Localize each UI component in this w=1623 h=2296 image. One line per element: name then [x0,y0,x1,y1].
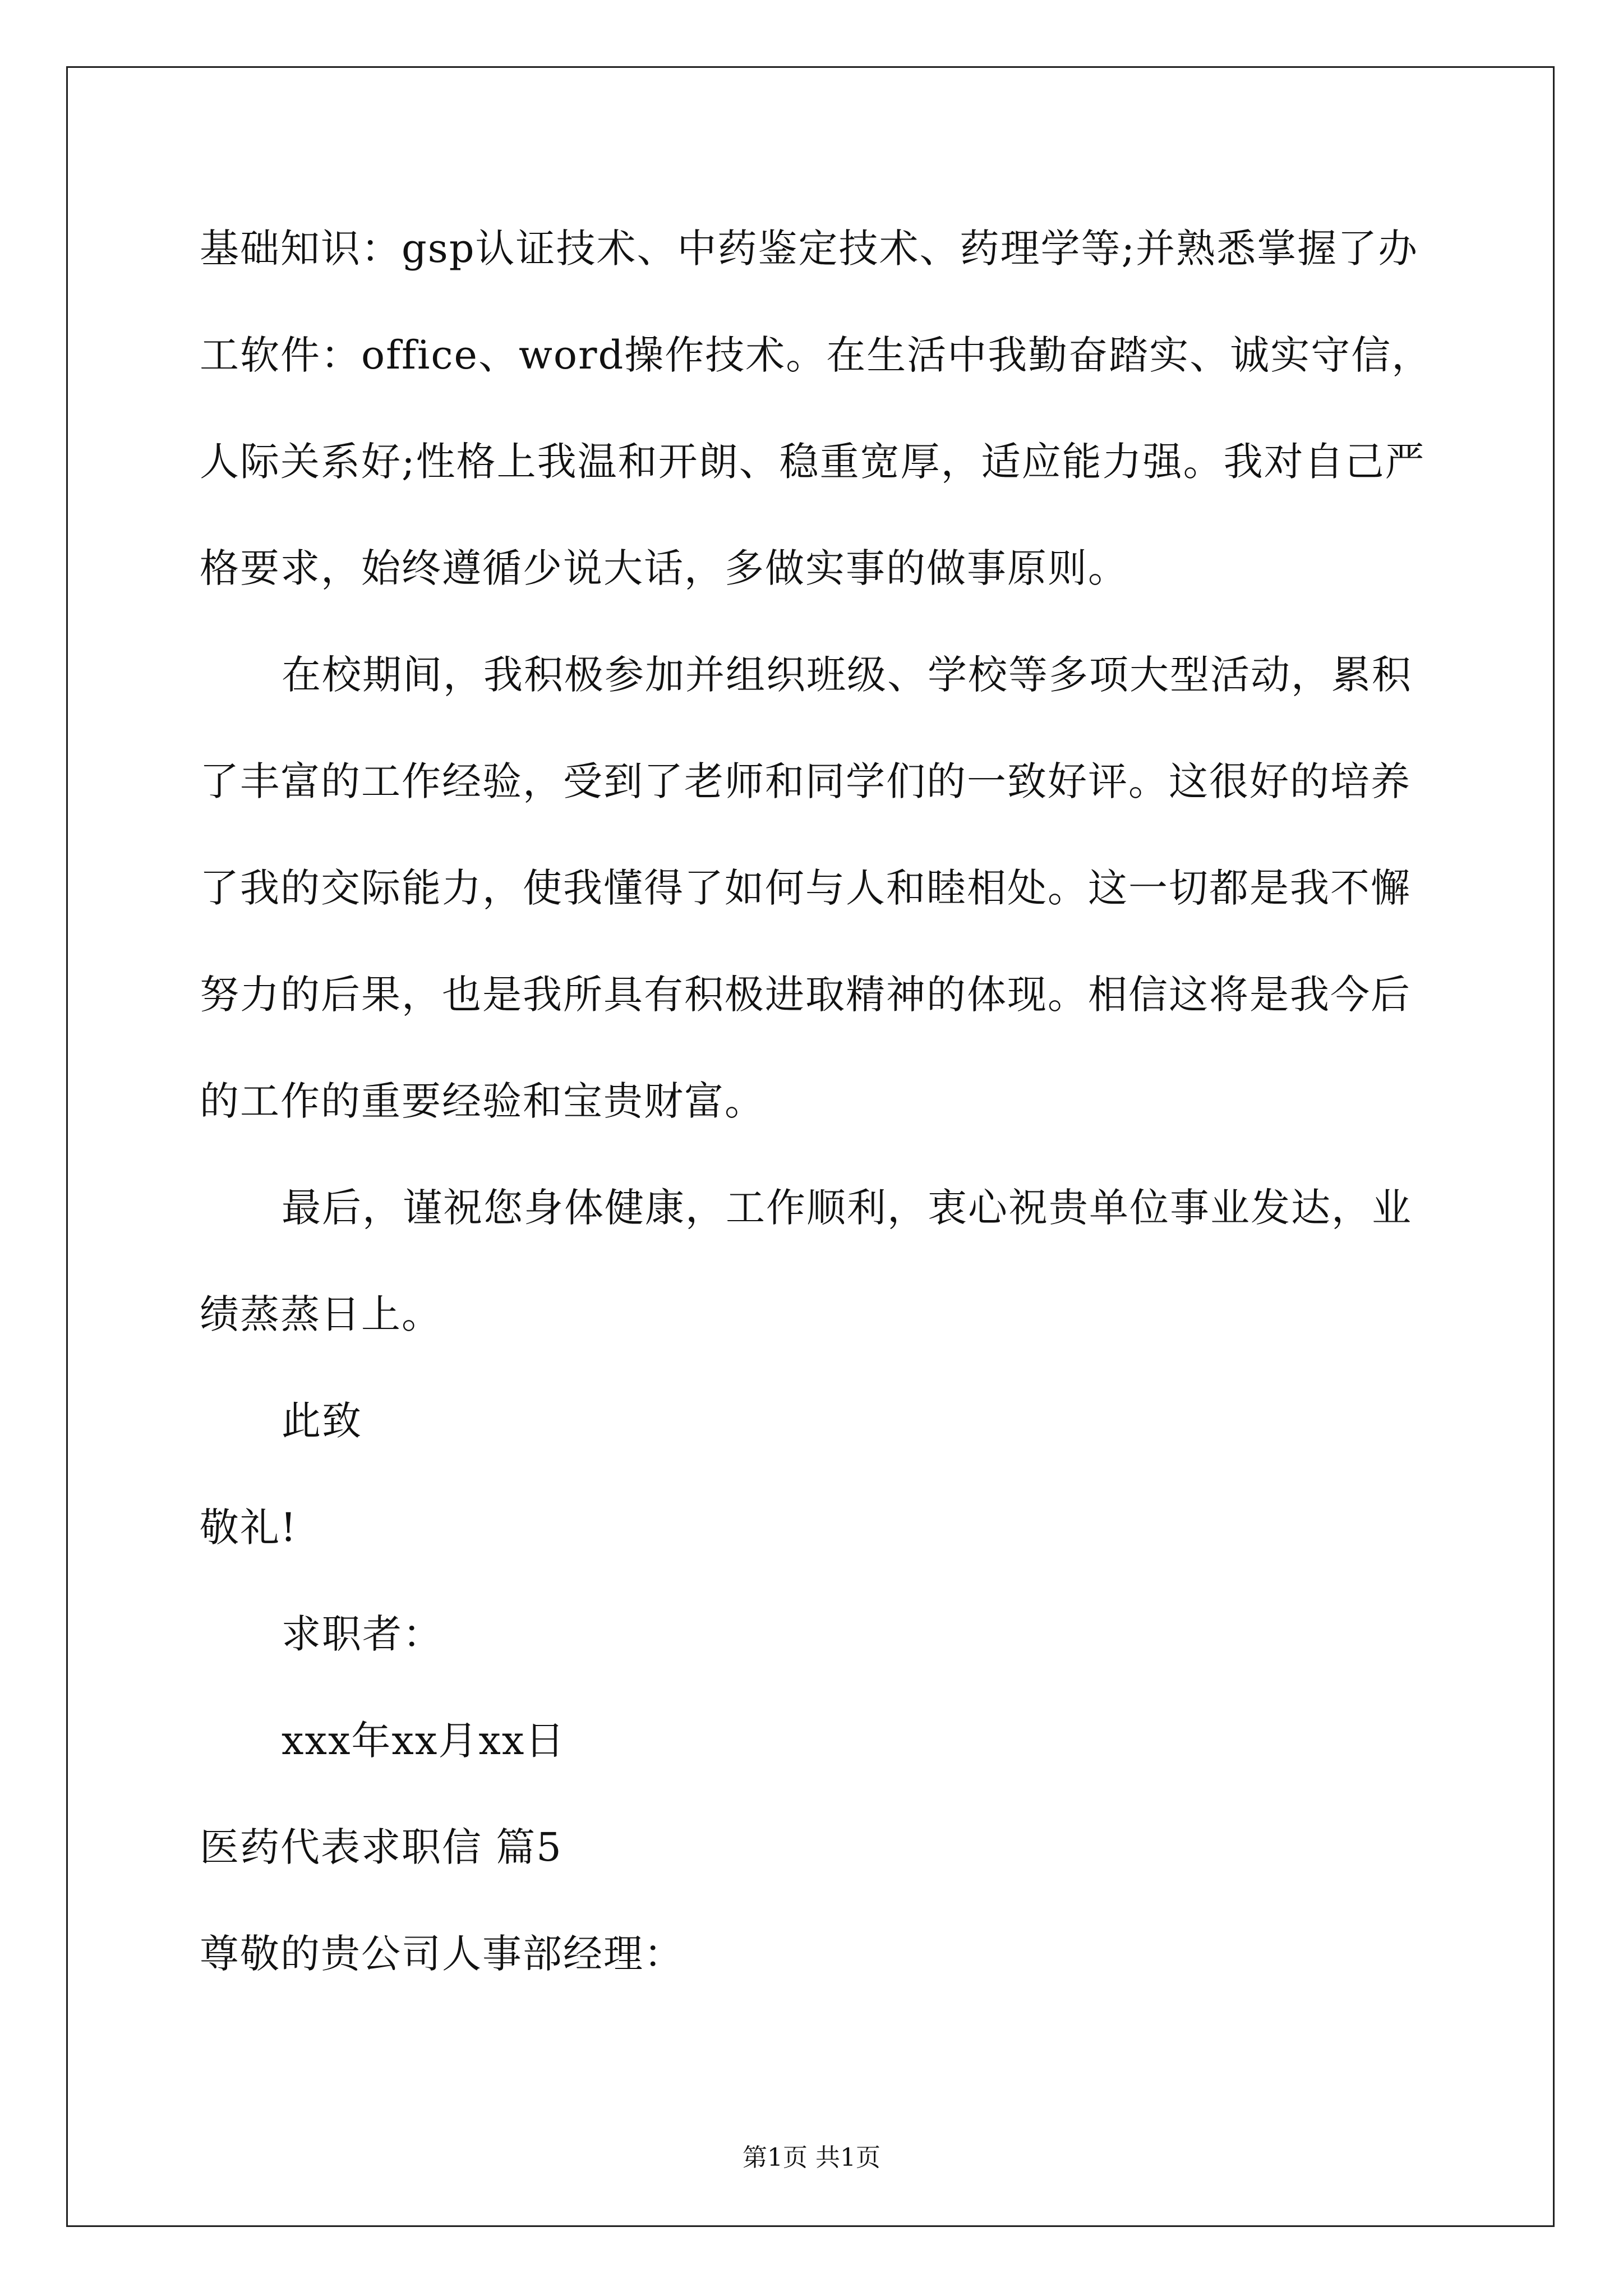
text-line: 绩蒸蒸日上。 [200,1291,442,1337]
section-heading: 医药代表求职信 篇5 [200,1824,562,1870]
text-line: 在校期间，我积极参加并组织班级、学校等多项大型活动，累积 [282,652,1412,698]
text-line: 了丰富的工作经验，受到了老师和同学们的一致好评。这很好的培养 [200,758,1411,804]
text-line: 努力的后果，也是我所具有积极进取精神的体现。相信这将是我今后 [200,972,1411,1018]
text-line: 最后，谨祝您身体健康，工作顺利，衷心祝贵单位事业发达，业 [282,1185,1412,1231]
text-line: 人际关系好;性格上我温和开朗、稳重宽厚，适应能力强。我对自己严 [200,439,1426,485]
text-line: 工软件：office、word操作技术。在生活中我勤奋踏实、诚实守信， [200,332,1432,378]
text-line: 了我的交际能力，使我懂得了如何与人和睦相处。这一切都是我不懈 [200,865,1411,911]
salutation-line: 敬礼! [200,1504,298,1550]
text-line: 的工作的重要经验和宝贵财富。 [200,1078,765,1124]
salutation-line: 此致 [282,1398,362,1444]
page-number-footer: 第1页 共1页 [743,2143,880,2172]
signature-line: 求职者： [282,1611,443,1657]
text-line: 格要求，始终遵循少说大话，多做实事的做事原则。 [200,545,1128,591]
page-border [66,66,1555,2227]
date-line: xxx年xx月xx日 [282,1718,566,1764]
greeting-line: 尊敬的贵公司人事部经理： [200,1931,684,1977]
text-line: 基础知识：gsp认证技术、中药鉴定技术、药理学等;并熟悉掌握了办 [200,226,1419,272]
